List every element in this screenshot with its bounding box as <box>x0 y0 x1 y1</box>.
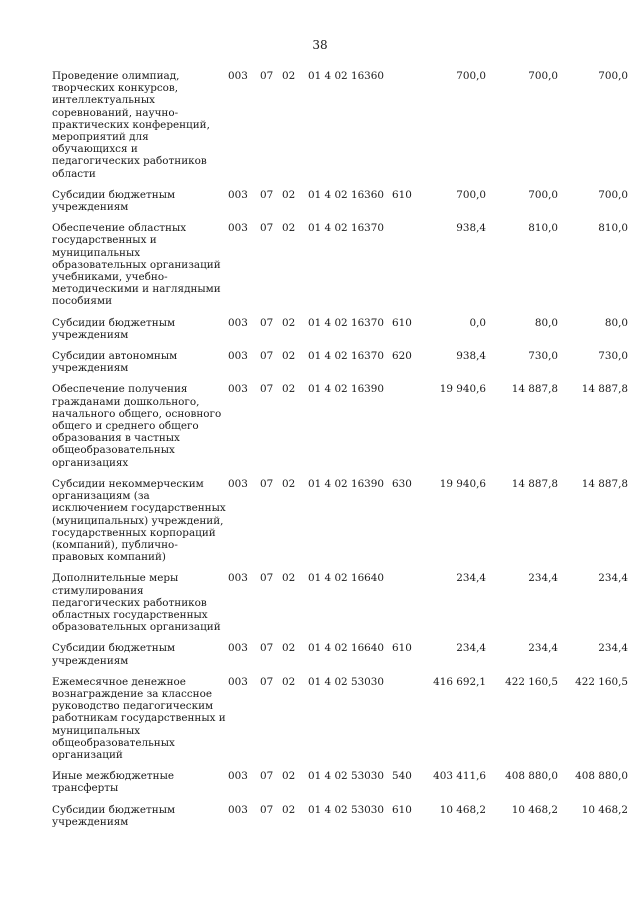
amount-year-1: 10 468,2 <box>439 803 486 816</box>
ministry-code: 003 <box>228 222 248 235</box>
expense-type-code <box>390 70 420 189</box>
item-name: Проведение олимпиад, творческих конкурсов, интеллектуальных соревнований, научно-практических конференций, мероприятий для обучающихся и педагогических работников области <box>52 70 210 180</box>
subsection-code: 02 <box>282 572 296 585</box>
subsection-code: 02 <box>282 770 296 783</box>
ministry-code: 003 <box>228 803 248 816</box>
table-row <box>52 770 630 803</box>
amount-year-2: 700,0 <box>528 70 558 82</box>
amount-year-1: 19 940,6 <box>439 477 486 490</box>
expense-type-code: 540 <box>392 770 412 783</box>
ministry-code: 003 <box>228 316 248 329</box>
table-row <box>52 642 630 675</box>
amount-year-3: 422 160,5 <box>575 675 628 688</box>
amount-year-1: 403 411,6 <box>433 770 486 783</box>
section-code: 07 <box>260 803 274 816</box>
expense-type-code <box>390 383 420 477</box>
amount-year-2: 14 887,8 <box>511 383 558 396</box>
ministry-code: 003 <box>228 188 248 201</box>
section-code: 07 <box>260 383 274 396</box>
ministry-code: 003 <box>228 642 248 655</box>
subsection-code: 02 <box>282 803 296 816</box>
section-code: 07 <box>260 477 274 490</box>
table-row <box>52 222 630 316</box>
ministry-code: 003 <box>228 572 248 585</box>
amount-year-2: 422 160,5 <box>505 675 558 688</box>
target-article-code: 01 4 02 16370 <box>308 316 385 329</box>
amount-year-1: 234,4 <box>456 642 486 655</box>
amount-year-3: 10 468,2 <box>581 803 628 816</box>
amount-year-3: 700,0 <box>598 188 628 201</box>
amount-year-1: 700,0 <box>456 70 486 82</box>
amount-year-3: 700,0 <box>598 70 628 82</box>
ministry-code: 003 <box>228 350 248 363</box>
item-name: Субсидии бюджетным учреждениям <box>52 188 176 214</box>
expense-type-code: 610 <box>392 316 412 329</box>
target-article-code: 01 4 02 53030 <box>308 675 385 688</box>
section-code: 07 <box>260 350 274 363</box>
amount-year-2: 700,0 <box>528 188 558 201</box>
amount-year-3: 810,0 <box>598 222 628 235</box>
table-row <box>52 572 630 642</box>
amount-year-1: 234,4 <box>456 572 486 585</box>
amount-year-3: 408 880,0 <box>575 770 628 783</box>
subsection-code: 02 <box>282 222 296 235</box>
table-row <box>52 383 630 477</box>
expense-type-code: 620 <box>392 350 412 363</box>
expense-type-code: 610 <box>392 803 412 816</box>
amount-year-1: 416 692,1 <box>433 675 486 688</box>
section-code: 07 <box>260 642 274 655</box>
subsection-code: 02 <box>282 642 296 655</box>
target-article-code: 01 4 02 53030 <box>308 803 385 816</box>
amount-year-2: 14 887,8 <box>511 477 558 490</box>
ministry-code: 003 <box>228 383 248 396</box>
section-code: 07 <box>260 188 274 201</box>
amount-year-1: 0,0 <box>469 316 486 329</box>
expense-type-code <box>390 676 420 770</box>
table-row <box>52 317 630 350</box>
amount-year-2: 10 468,2 <box>511 803 558 816</box>
subsection-code: 02 <box>282 675 296 688</box>
amount-year-1: 938,4 <box>456 222 486 235</box>
amount-year-2: 730,0 <box>528 350 558 363</box>
amount-year-3: 234,4 <box>598 572 628 585</box>
subsection-code: 02 <box>282 188 296 201</box>
section-code: 07 <box>260 675 274 688</box>
table-row <box>52 189 630 222</box>
table-row <box>52 350 630 383</box>
item-name: Обеспечение областных государственных и муниципальных образовательных организаций учебниками, учебно-методическими и наглядными пособиями <box>52 222 221 308</box>
target-article-code: 01 4 02 16360 <box>308 70 385 82</box>
item-name: Дополнительные меры стимулирования педагогических работников областных государственных образовательных организаций <box>52 572 221 634</box>
table-row <box>52 478 630 572</box>
page-number: 38 <box>312 38 328 52</box>
ministry-code: 003 <box>228 675 248 688</box>
amount-year-2: 80,0 <box>534 316 558 329</box>
table-row <box>52 804 630 837</box>
subsection-code: 02 <box>282 70 296 82</box>
item-name: Субсидии некоммерческим организациям (за исключением государственных (муниципальных) учреждений, государственных корпораций (компаний), публично-правовых компаний) <box>52 477 226 564</box>
expense-type-code: 610 <box>392 642 412 655</box>
amount-year-3: 14 887,8 <box>581 477 628 490</box>
section-code: 07 <box>260 770 274 783</box>
item-name: Субсидии автономным учреждениям <box>52 350 178 375</box>
amount-year-3: 234,4 <box>598 642 628 655</box>
expense-type-code <box>390 222 420 316</box>
item-name: Обеспечение получения гражданами дошкольного, начального общего, основного общего и среднего общего образования в частных общеобразовательных организациях <box>52 383 222 469</box>
target-article-code: 01 4 02 53030 <box>308 770 385 783</box>
subsection-code: 02 <box>282 316 296 329</box>
table-row <box>52 70 630 189</box>
section-code: 07 <box>260 572 274 585</box>
expense-type-code <box>390 572 420 642</box>
subsection-code: 02 <box>282 350 296 363</box>
item-name: Субсидии бюджетным учреждениям <box>52 642 176 667</box>
subsection-code: 02 <box>282 383 296 396</box>
amount-year-1: 19 940,6 <box>439 383 486 396</box>
item-name: Субсидии бюджетным учреждениям <box>52 316 176 341</box>
amount-year-2: 234,4 <box>528 572 558 585</box>
amount-year-3: 14 887,8 <box>581 383 628 396</box>
ministry-code: 003 <box>228 770 248 783</box>
item-name: Субсидии бюджетным учреждениям <box>52 803 176 828</box>
amount-year-2: 408 880,0 <box>505 770 558 783</box>
section-code: 07 <box>260 222 274 235</box>
ministry-code: 003 <box>228 477 248 490</box>
item-name: Иные межбюджетные трансферты <box>52 770 174 795</box>
target-article-code: 01 4 02 16640 <box>308 572 385 585</box>
target-article-code: 01 4 02 16370 <box>308 350 385 363</box>
expense-type-code: 610 <box>392 188 412 201</box>
amount-year-2: 234,4 <box>528 642 558 655</box>
table-row <box>52 676 630 770</box>
section-code: 07 <box>260 316 274 329</box>
target-article-code: 01 4 02 16370 <box>308 222 385 235</box>
amount-year-1: 938,4 <box>456 350 486 363</box>
amount-year-1: 700,0 <box>456 188 486 201</box>
amount-year-2: 810,0 <box>528 222 558 235</box>
amount-year-3: 730,0 <box>598 350 628 363</box>
subsection-code: 02 <box>282 477 296 490</box>
expense-type-code: 630 <box>392 477 412 490</box>
target-article-code: 01 4 02 16360 <box>308 188 385 201</box>
section-code: 07 <box>260 70 274 82</box>
amount-year-3: 80,0 <box>604 316 628 329</box>
target-article-code: 01 4 02 16390 <box>308 477 385 490</box>
ministry-code: 003 <box>228 70 248 82</box>
item-name: Ежемесячное денежное вознаграждение за классное руководство педагогическим работникам государственных и муниципальных общеобразовательных организаций <box>52 675 226 761</box>
target-article-code: 01 4 02 16390 <box>308 383 385 396</box>
budget-table <box>52 70 630 837</box>
target-article-code: 01 4 02 16640 <box>308 642 385 655</box>
